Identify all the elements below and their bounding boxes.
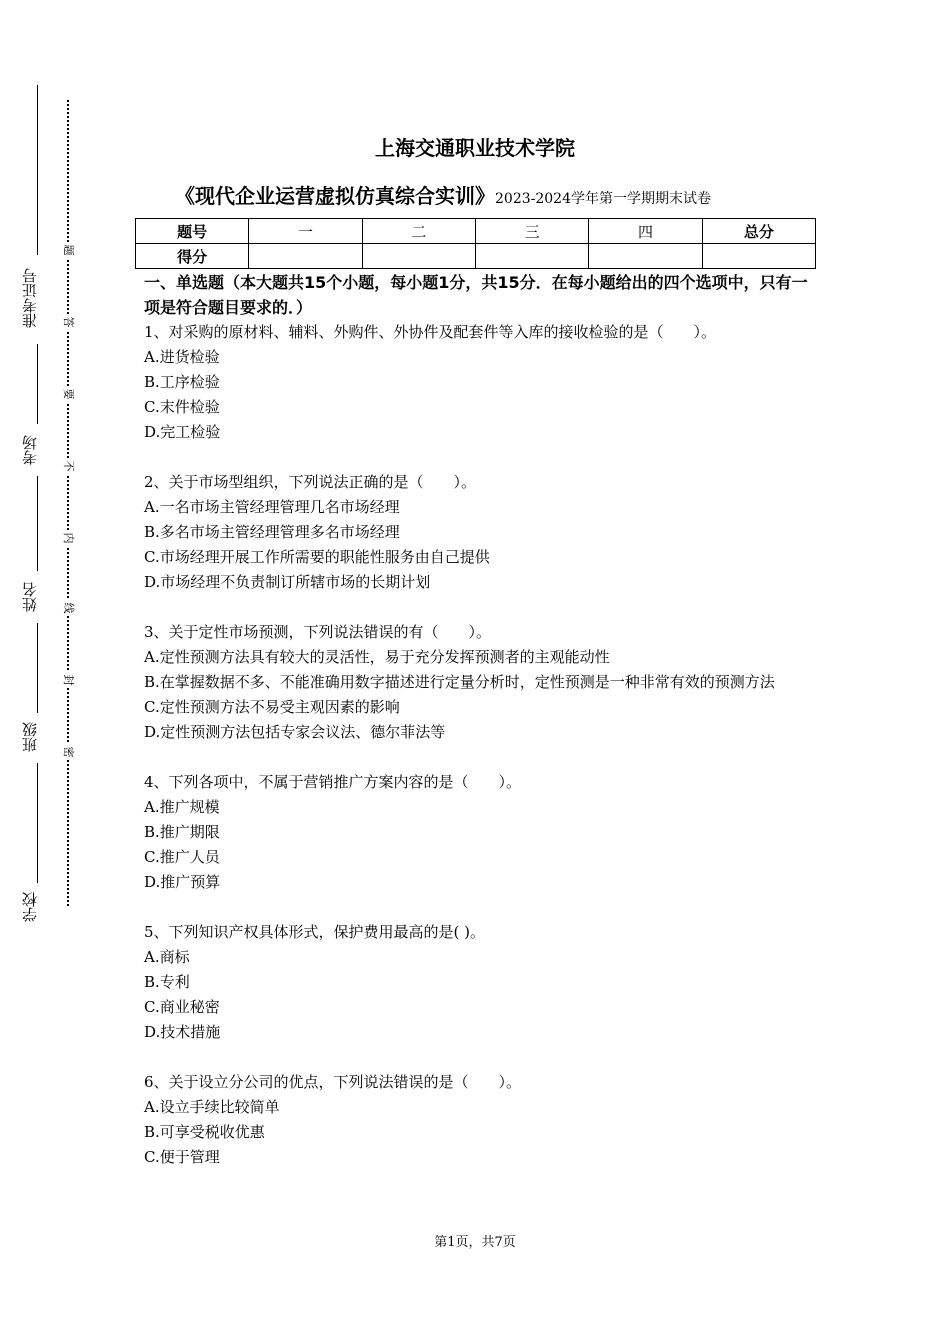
page-number: 第1页，共7页 bbox=[434, 1235, 516, 1250]
question-option: B.可享受税收优惠 bbox=[144, 1123, 265, 1141]
question-option: C.定性预测方法不易受主观因素的影响 bbox=[144, 698, 400, 716]
question-option: A.定性预测方法具有较大的灵活性，易于充分发挥预测者的主观能动性 bbox=[144, 648, 610, 666]
question-option: C.市场经理开展工作所需要的职能性服务由自己提供 bbox=[144, 548, 490, 566]
score-cell bbox=[702, 244, 815, 269]
question-option: B.专利 bbox=[144, 973, 190, 991]
score-table bbox=[135, 218, 816, 269]
score-header-cell: 四 bbox=[589, 219, 702, 244]
seal-char: 要 bbox=[61, 386, 75, 402]
question-option: A.一名市场主管经理管理几名市场经理 bbox=[144, 498, 400, 516]
question-option: D.定性预测方法包括专家会议法、德尔菲法等 bbox=[144, 723, 446, 741]
binding-label-school: 学校 bbox=[21, 892, 39, 922]
seal-char: 答 bbox=[61, 314, 75, 330]
question-option: D.完工检验 bbox=[144, 423, 221, 441]
binding-label-name: 姓名 bbox=[21, 582, 39, 612]
seal-char: 封 bbox=[61, 672, 75, 688]
binding-line bbox=[37, 85, 38, 255]
seal-dotted-line bbox=[67, 100, 69, 906]
question-option: A.进货检验 bbox=[144, 348, 220, 366]
score-table-score-row bbox=[136, 244, 816, 269]
score-header-cell: 一 bbox=[249, 219, 362, 244]
question bbox=[144, 620, 814, 745]
question-stem: 2、关于市场型组织，下列说法正确的是（ ）。 bbox=[144, 473, 477, 491]
question-stem: 1、对采购的原材料、辅料、外购件、外协件及配套件等入库的接收检验的是（ ）。 bbox=[144, 323, 717, 341]
question-option: B.多名市场主管经理管理多名市场经理 bbox=[144, 523, 400, 541]
question bbox=[144, 320, 814, 445]
score-header-cell: 题号 bbox=[136, 219, 249, 244]
question-option: D.市场经理不负责制订所辖市场的长期计划 bbox=[144, 573, 431, 591]
seal-char: 不 bbox=[61, 458, 75, 474]
question-option: A.设立手续比较简单 bbox=[144, 1098, 280, 1116]
binding-label-class: 班级 bbox=[21, 722, 39, 752]
score-header-cell: 总分 bbox=[702, 219, 815, 244]
question-option: C.商业秘密 bbox=[144, 998, 220, 1016]
binding-line bbox=[37, 344, 38, 424]
seal-char: 内 bbox=[61, 530, 75, 546]
question bbox=[144, 470, 814, 595]
question-option: A.商标 bbox=[144, 948, 190, 966]
course-name: 《现代企业运营虚拟仿真综合实训》 bbox=[175, 184, 495, 208]
score-row-label: 得分 bbox=[136, 244, 249, 269]
term-label: 2023-2024学年第一学期期末试卷 bbox=[495, 191, 711, 207]
question-stem: 6、关于设立分公司的优点，下列说法错误的是（ ）。 bbox=[144, 1073, 522, 1091]
score-cell bbox=[589, 244, 702, 269]
binding-label-exam-room: 考场 bbox=[21, 435, 39, 465]
question-option: D.推广预算 bbox=[144, 873, 221, 891]
binding-label-exam-id: 准考证号 bbox=[21, 268, 39, 328]
question-option: B.工序检验 bbox=[144, 373, 220, 391]
question bbox=[144, 770, 814, 895]
question-option: B.推广期限 bbox=[144, 823, 220, 841]
score-header-cell: 二 bbox=[362, 219, 475, 244]
binding-line bbox=[37, 763, 38, 883]
section-title: 一、单选题（本大题共15个小题，每小题1分，共15分．在每小题给出的四个选项中，只有一项是符合题目要求的．） bbox=[144, 273, 808, 317]
question-option: C.推广人员 bbox=[144, 848, 220, 866]
binding-line bbox=[37, 623, 38, 713]
exam-content bbox=[144, 270, 814, 1170]
score-table-header-row bbox=[136, 219, 816, 244]
score-cell bbox=[362, 244, 475, 269]
seal-char: 题 bbox=[61, 242, 75, 258]
score-cell bbox=[249, 244, 362, 269]
question-stem: 5、下列知识产权具体形式，保护费用最高的是( )。 bbox=[144, 923, 486, 941]
question-option: C.末件检验 bbox=[144, 398, 220, 416]
binding-line bbox=[37, 476, 38, 571]
question-option: B.在掌握数据不多、不能准确用数字描述进行定量分析时，定性预测是一种非常有效的预测方法 bbox=[144, 673, 775, 691]
school-title: 上海交通职业技术学院 bbox=[375, 136, 575, 160]
question-stem: 3、关于定性市场预测，下列说法错误的有（ ）。 bbox=[144, 623, 492, 641]
question bbox=[144, 920, 814, 1045]
question-option: C.便于管理 bbox=[144, 1148, 220, 1166]
seal-char: 线 bbox=[61, 600, 75, 616]
exam-subtitle bbox=[175, 180, 711, 209]
question-option: A.推广规模 bbox=[144, 798, 220, 816]
seal-char: 密 bbox=[61, 744, 75, 760]
score-header-cell: 三 bbox=[475, 219, 588, 244]
question-option: D.技术措施 bbox=[144, 1023, 221, 1041]
question-stem: 4、下列各项中，不属于营销推广方案内容的是（ ）。 bbox=[144, 773, 522, 791]
score-cell bbox=[475, 244, 588, 269]
question bbox=[144, 1070, 814, 1170]
